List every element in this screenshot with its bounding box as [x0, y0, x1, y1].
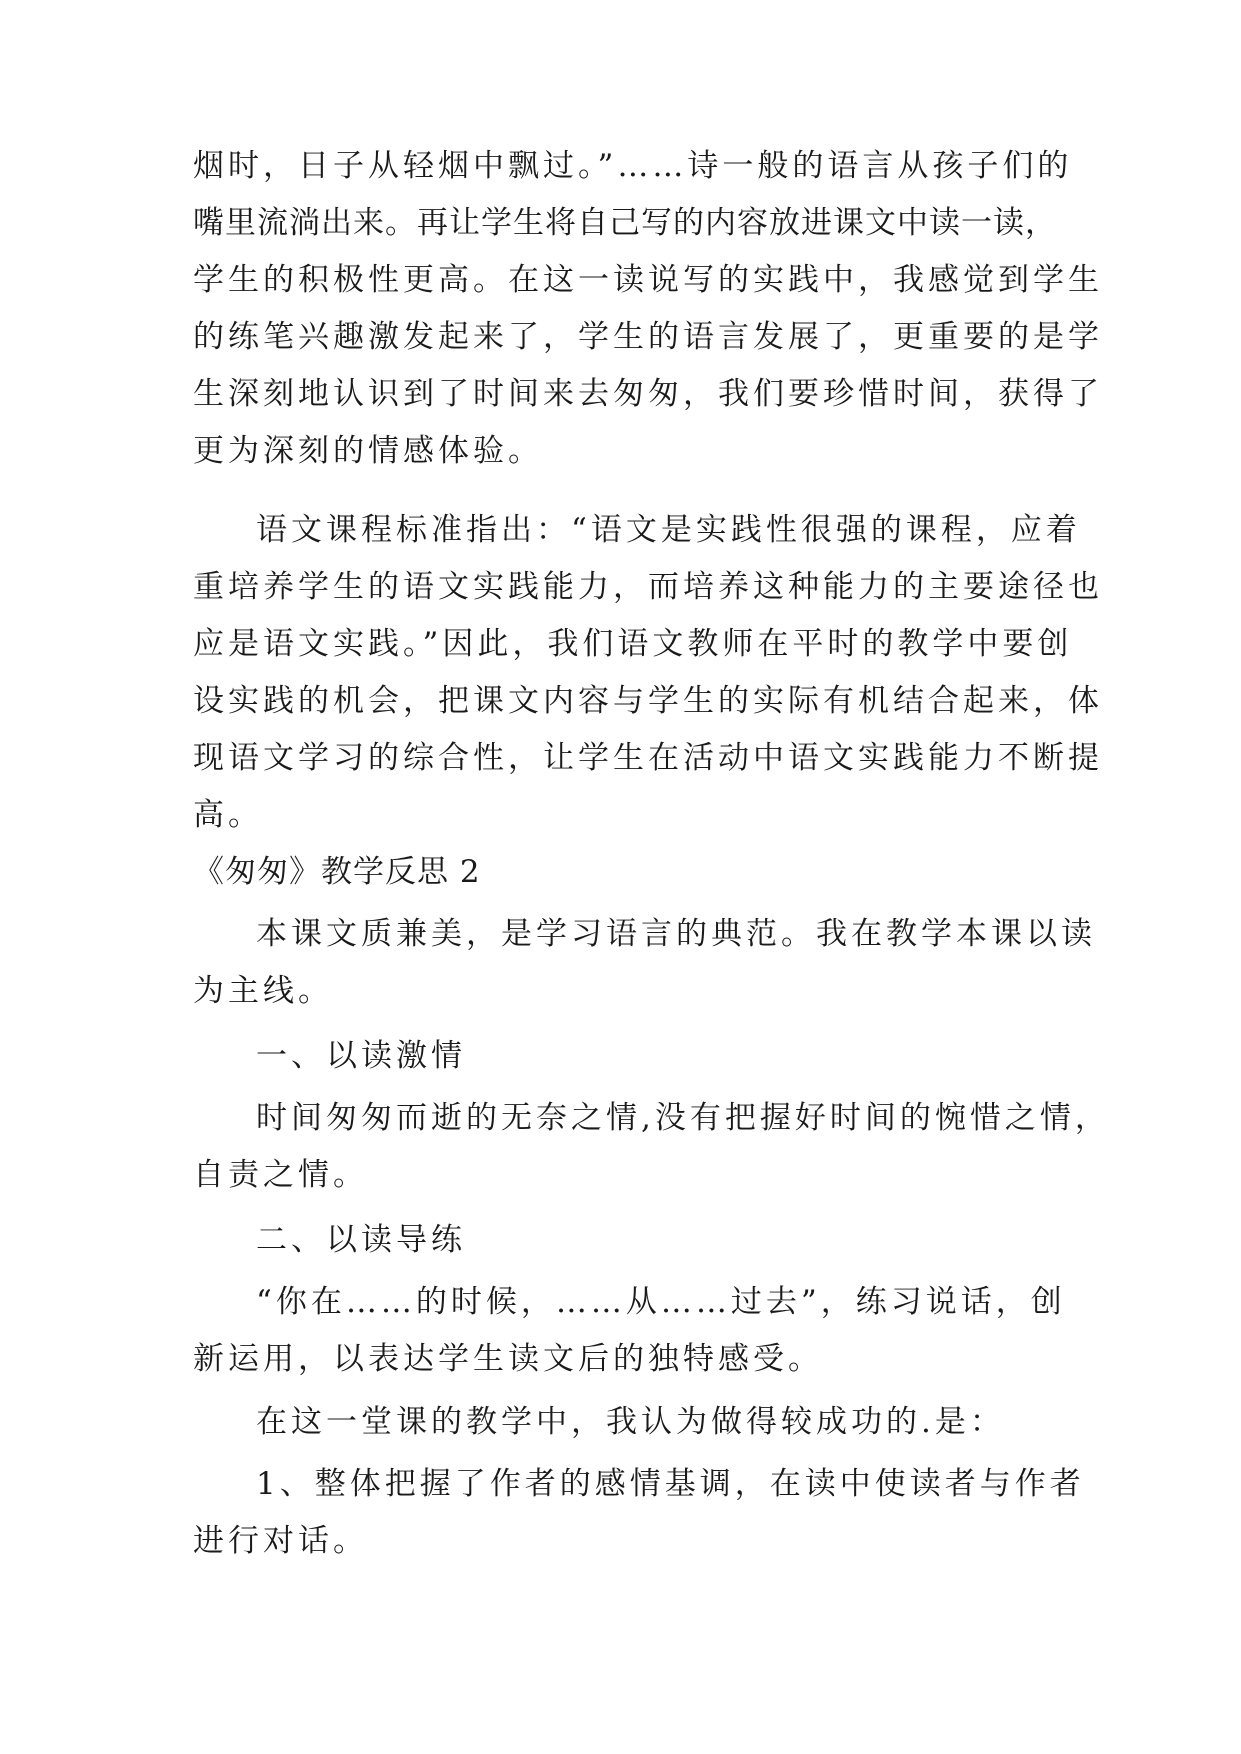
text-line: 生深刻地认识到了时间来去匆匆，我们要珍惜时间，获得了	[193, 376, 1103, 412]
paragraph-first-line: 在这一堂课的教学中，我认为做得较成功的.是：	[256, 1404, 1005, 1440]
paragraph-first-line: 时间匆匆而逝的无奈之情,没有把握好时间的惋惜之情，	[256, 1100, 1110, 1136]
text-line: 烟时，日子从轻烟中飘过。”……诗一般的语言从孩子们的	[193, 148, 1073, 184]
text-line: 重培养学生的语文实践能力，而培养这种能力的主要途径也	[193, 569, 1103, 605]
text-line: 现语文学习的综合性，让学生在活动中语文实践能力不断提	[193, 740, 1103, 776]
text-line: 嘴里流淌出来。再让学生将自己写的内容放进课文中读一读，	[193, 205, 1057, 241]
text-line: 自责之情。	[193, 1157, 368, 1193]
paragraph-first-line: “你在……的时候，……从……过去”，练习说话，创	[256, 1284, 1066, 1320]
text-line: 新运用，以表达学生读文后的独特感受。	[193, 1341, 823, 1377]
text-line: 应是语文实践。”因此，我们语文教师在平时的教学中要创	[193, 626, 1073, 662]
section-heading: 《匆匆》教学反思 2	[193, 854, 481, 890]
text-line: 更为深刻的情感体验。	[193, 433, 543, 469]
text-line: 的练笔兴趣激发起来了，学生的语言发展了，更重要的是学	[193, 319, 1103, 355]
paragraph-first-line: 本课文质兼美，是学习语言的典范。我在教学本课以读	[256, 916, 1096, 952]
text-line: 为主线。	[193, 973, 333, 1009]
text-line: 设实践的机会，把课文内容与学生的实际有机结合起来，体	[193, 683, 1103, 719]
paragraph-first-line: 1、整体把握了作者的感情基调，在读中使读者与作者	[256, 1466, 1085, 1502]
paragraph-first-line: 语文课程标准指出：“语文是实践性很强的课程，应着	[256, 512, 1081, 548]
subheading: 一、以读激情	[256, 1038, 466, 1074]
text-line: 学生的积极性更高。在这一读说写的实践中，我感觉到学生	[193, 262, 1103, 298]
text-line: 高。	[193, 797, 263, 833]
text-line: 进行对话。	[193, 1523, 368, 1559]
subheading: 二、以读导练	[256, 1222, 466, 1258]
